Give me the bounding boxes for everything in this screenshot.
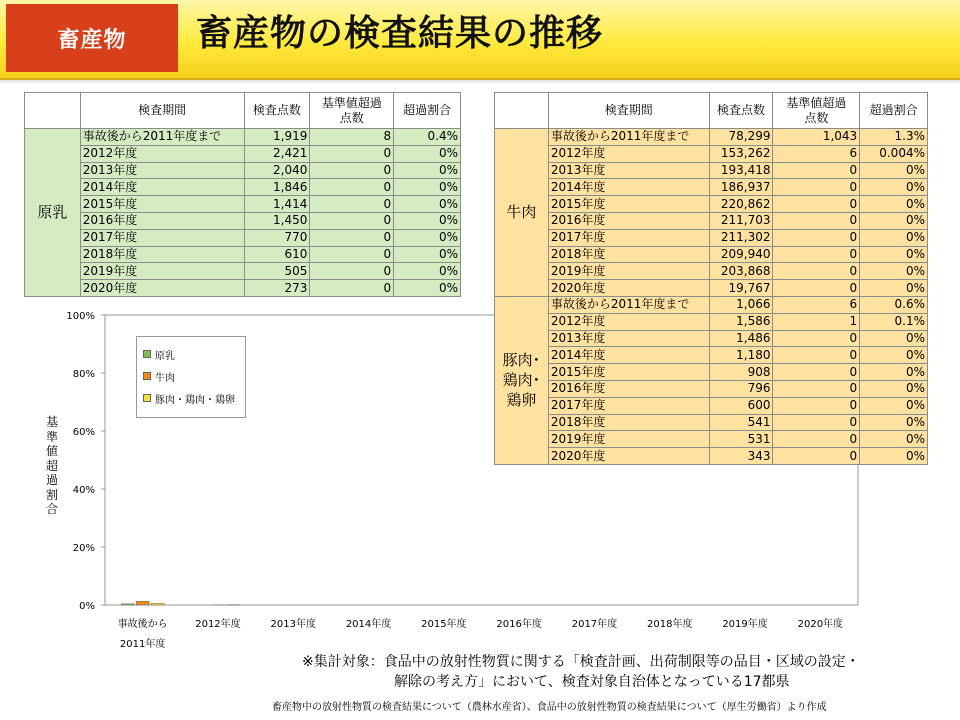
cell-period: 2016年度 <box>80 212 244 229</box>
cell-period: 2015年度 <box>548 364 709 381</box>
cell-period: 2017年度 <box>548 397 709 414</box>
cell-ratio: 0% <box>394 196 461 213</box>
table-row <box>495 347 928 364</box>
table-header-row <box>495 93 928 129</box>
legend-swatch-pork <box>143 394 151 402</box>
cell-count: 203,868 <box>709 263 773 280</box>
cell-ratio: 0% <box>860 347 928 364</box>
cell-ratio: 0% <box>860 448 928 465</box>
cell-period: 2016年度 <box>548 212 709 229</box>
cell-period: 2013年度 <box>548 162 709 179</box>
table-row <box>495 246 928 263</box>
table-row <box>495 296 928 313</box>
cell-count: 1,486 <box>709 330 773 347</box>
source-credit: 畜産物中の放射性物質の検査結果について（農林水産省）、食品中の放射性物質の検査結果について（厚生労働省）より作成 <box>272 702 827 713</box>
cell-count: 153,262 <box>709 145 773 162</box>
x-tick-label: 2014年度 <box>345 619 392 630</box>
cell-period: 2015年度 <box>80 196 244 213</box>
table-row <box>495 414 928 431</box>
cell-exceed: 0 <box>310 145 394 162</box>
legend-label: 豚肉・鶏肉・鶏卵 <box>155 394 235 406</box>
y-tick-label: 80% <box>72 369 95 380</box>
cell-ratio: 0.6% <box>860 296 928 313</box>
milk-category-cell: 原乳 <box>25 129 81 297</box>
cell-count: 770 <box>244 229 310 246</box>
cell-count: 1,066 <box>709 296 773 313</box>
cell-period: 2018年度 <box>548 246 709 263</box>
cell-ratio: 0% <box>860 364 928 381</box>
cell-exceed: 0 <box>773 364 860 381</box>
cell-period: 事故後から2011年度まで <box>548 296 709 313</box>
col-header-exceed-line2: 点数 <box>804 110 829 125</box>
header-shadow <box>0 78 960 84</box>
table-row <box>495 212 928 229</box>
y-tick-label: 100% <box>66 311 95 322</box>
pork-table-body <box>495 296 928 464</box>
cell-count: 211,703 <box>709 212 773 229</box>
cell-ratio: 0% <box>394 229 461 246</box>
cell-exceed: 0 <box>773 397 860 414</box>
y-tick-label: 20% <box>72 543 95 554</box>
cell-ratio: 0% <box>394 145 461 162</box>
cell-ratio: 0% <box>860 162 928 179</box>
cell-exceed: 1 <box>773 313 860 330</box>
chart-y-axis-label: 基準値超過割合 <box>45 415 58 516</box>
table-header-row <box>25 93 461 129</box>
cell-period: 2014年度 <box>548 347 709 364</box>
cell-ratio: 0% <box>860 179 928 196</box>
x-tick-label: 2013年度 <box>270 619 316 630</box>
cell-count: 209,940 <box>709 246 773 263</box>
pork-category-line: 豚肉･ <box>502 351 541 370</box>
cell-count: 273 <box>244 280 310 297</box>
table-row <box>495 196 928 213</box>
cell-exceed: 0 <box>773 179 860 196</box>
cell-period: 2012年度 <box>548 313 709 330</box>
pork-category-line: 鶏卵 <box>506 391 537 410</box>
col-header-exceed <box>773 93 860 129</box>
x-tick-label: 2018年度 <box>647 619 693 630</box>
cell-exceed: 0 <box>773 330 860 347</box>
cell-exceed: 6 <box>773 296 860 313</box>
cell-ratio: 0% <box>860 397 928 414</box>
table-row <box>495 313 928 330</box>
table-header-corner <box>495 93 549 129</box>
col-header-count: 検査点数 <box>709 93 773 129</box>
cell-ratio: 0% <box>860 229 928 246</box>
cell-period: 事故後から2011年度まで <box>548 129 709 146</box>
legend-item-pork <box>143 387 239 409</box>
cell-exceed: 0 <box>773 414 860 431</box>
cell-exceed: 0 <box>310 196 394 213</box>
cell-period: 2013年度 <box>80 162 244 179</box>
page-title: 畜産物の検査結果の推移 <box>196 13 604 54</box>
table-row <box>25 229 461 246</box>
cell-exceed: 0 <box>310 162 394 179</box>
cell-ratio: 0% <box>860 246 928 263</box>
cell-count: 1,586 <box>709 313 773 330</box>
cell-count: 2,421 <box>244 145 310 162</box>
cell-exceed: 0 <box>773 380 860 397</box>
x-tick-label: 2016年度 <box>496 619 542 630</box>
milk-table-body <box>25 129 461 297</box>
x-tick-label: 2012年度 <box>195 619 241 630</box>
table-row <box>25 212 461 229</box>
cell-ratio: 0% <box>394 162 461 179</box>
col-header-exceed-line1: 基準値超過 <box>321 95 382 110</box>
col-header-exceed <box>310 93 394 129</box>
cell-ratio: 0% <box>860 330 928 347</box>
y-tick-label: 40% <box>72 485 95 496</box>
cell-count: 343 <box>709 448 773 465</box>
section-badge: 畜産物 <box>6 4 178 72</box>
cell-exceed: 0 <box>310 212 394 229</box>
cell-exceed: 0 <box>310 263 394 280</box>
cell-exceed: 0 <box>310 280 394 297</box>
cell-ratio: 0% <box>860 380 928 397</box>
table-row <box>495 162 928 179</box>
cell-period: 2018年度 <box>548 414 709 431</box>
table-row <box>495 145 928 162</box>
cell-period: 2016年度 <box>548 380 709 397</box>
table-row <box>495 448 928 465</box>
table-row <box>25 246 461 263</box>
cell-exceed: 1,043 <box>773 129 860 146</box>
table-row <box>495 380 928 397</box>
col-header-period: 検査期間 <box>80 93 244 129</box>
cell-exceed: 0 <box>773 212 860 229</box>
cell-ratio: 0% <box>860 263 928 280</box>
cell-period: 2019年度 <box>80 263 244 280</box>
x-tick-label: 2019年度 <box>722 619 768 630</box>
cell-period: 2012年度 <box>548 145 709 162</box>
x-tick-label: 2020年度 <box>797 619 844 630</box>
col-header-ratio: 超過割合 <box>394 93 461 129</box>
legend-item-milk <box>143 343 239 365</box>
cell-exceed: 0 <box>310 246 394 263</box>
cell-period: 2019年度 <box>548 263 709 280</box>
cell-count: 531 <box>709 431 773 448</box>
cell-exceed: 0 <box>773 448 860 465</box>
cell-ratio: 0.004% <box>860 145 928 162</box>
cell-ratio: 0.1% <box>860 313 928 330</box>
x-tick-label: 2015年度 <box>421 619 467 630</box>
cell-count: 78,299 <box>709 129 773 146</box>
cell-period: 2020年度 <box>548 280 709 297</box>
footnote-line2: 解除の考え方」において、検査対象自治体となっている17都県 <box>394 674 790 690</box>
chart-legend <box>136 336 246 418</box>
cell-count: 193,418 <box>709 162 773 179</box>
cell-ratio: 0% <box>860 280 928 297</box>
bar-beef <box>136 601 149 605</box>
cell-ratio: 0.4% <box>394 129 461 146</box>
cell-exceed: 0 <box>773 196 860 213</box>
cell-ratio: 0% <box>860 196 928 213</box>
pork-category-line: 鶏肉･ <box>502 371 541 390</box>
table-row <box>25 280 461 297</box>
col-header-exceed-line1: 基準値超過 <box>786 95 847 110</box>
legend-label: 牛肉 <box>155 372 175 384</box>
cell-count: 908 <box>709 364 773 381</box>
x-tick-label: 2017年度 <box>571 619 618 630</box>
cell-count: 1,919 <box>244 129 310 146</box>
y-tick-label: 0% <box>79 601 95 612</box>
col-header-ratio: 超過割合 <box>860 93 928 129</box>
table-row <box>495 431 928 448</box>
cell-ratio: 0% <box>394 280 461 297</box>
cell-exceed: 0 <box>310 229 394 246</box>
cell-count: 600 <box>709 397 773 414</box>
pork-category-cell <box>495 296 549 464</box>
cell-count: 19,767 <box>709 280 773 297</box>
cell-exceed: 0 <box>310 179 394 196</box>
x-tick-label: 事故後から <box>117 619 168 630</box>
table-row <box>495 364 928 381</box>
table-row <box>495 263 928 280</box>
table-row <box>25 145 461 162</box>
table-row <box>495 397 928 414</box>
footnote <box>302 652 952 692</box>
cell-count: 220,862 <box>709 196 773 213</box>
meat-results-table <box>494 92 928 465</box>
table-row <box>495 129 928 146</box>
beef-category-cell: 牛肉 <box>495 129 549 297</box>
cell-count: 1,180 <box>709 347 773 364</box>
cell-exceed: 0 <box>773 246 860 263</box>
col-header-exceed-line2: 点数 <box>339 110 364 125</box>
cell-ratio: 0% <box>394 263 461 280</box>
cell-exceed: 0 <box>773 431 860 448</box>
cell-period: 2015年度 <box>548 196 709 213</box>
table-row <box>495 229 928 246</box>
table-row <box>25 162 461 179</box>
table-header-corner <box>25 93 81 129</box>
cell-exceed: 0 <box>773 162 860 179</box>
cell-count: 2,040 <box>244 162 310 179</box>
col-header-period: 検査期間 <box>548 93 709 129</box>
cell-period: 2013年度 <box>548 330 709 347</box>
cell-ratio: 0% <box>860 414 928 431</box>
x-tick-label: 2011年度 <box>119 639 166 650</box>
cell-exceed: 0 <box>773 280 860 297</box>
table-row <box>495 179 928 196</box>
cell-exceed: 8 <box>310 129 394 146</box>
cell-period: 2020年度 <box>80 280 244 297</box>
cell-ratio: 0% <box>860 212 928 229</box>
cell-count: 541 <box>709 414 773 431</box>
y-tick-label: 60% <box>72 427 95 438</box>
legend-swatch-beef <box>143 372 151 380</box>
cell-period: 2012年度 <box>80 145 244 162</box>
legend-label: 原乳 <box>155 350 175 362</box>
cell-count: 1,846 <box>244 179 310 196</box>
cell-period: 2019年度 <box>548 431 709 448</box>
cell-count: 211,302 <box>709 229 773 246</box>
table-row <box>25 263 461 280</box>
cell-period: 2018年度 <box>80 246 244 263</box>
table-row <box>495 280 928 297</box>
cell-count: 1,450 <box>244 212 310 229</box>
cell-period: 2014年度 <box>548 179 709 196</box>
cell-ratio: 1.3% <box>860 129 928 146</box>
cell-period: 2014年度 <box>80 179 244 196</box>
cell-period: 2017年度 <box>80 229 244 246</box>
cell-count: 186,937 <box>709 179 773 196</box>
cell-ratio: 0% <box>394 246 461 263</box>
cell-count: 505 <box>244 263 310 280</box>
cell-count: 610 <box>244 246 310 263</box>
table-row <box>25 129 461 146</box>
footnote-line1: ※集計対象：食品中の放射性物質に関する「検査計画、出荷制限等の品目・区域の設定・ <box>302 654 860 670</box>
beef-table-body <box>495 129 928 297</box>
table-row <box>25 179 461 196</box>
cell-ratio: 0% <box>394 212 461 229</box>
table-row <box>25 196 461 213</box>
col-header-count: 検査点数 <box>244 93 310 129</box>
cell-exceed: 0 <box>773 229 860 246</box>
cell-ratio: 0% <box>394 179 461 196</box>
milk-results-table <box>24 92 461 297</box>
bar-pork <box>151 603 164 605</box>
cell-period: 2017年度 <box>548 229 709 246</box>
cell-exceed: 6 <box>773 145 860 162</box>
cell-exceed: 0 <box>773 347 860 364</box>
cell-count: 796 <box>709 380 773 397</box>
cell-period: 2020年度 <box>548 448 709 465</box>
cell-count: 1,414 <box>244 196 310 213</box>
bar-milk <box>121 604 134 605</box>
cell-period: 事故後から2011年度まで <box>80 129 244 146</box>
legend-item-beef <box>143 365 239 387</box>
legend-swatch-milk <box>143 350 151 358</box>
cell-ratio: 0% <box>860 431 928 448</box>
cell-exceed: 0 <box>773 263 860 280</box>
table-row <box>495 330 928 347</box>
